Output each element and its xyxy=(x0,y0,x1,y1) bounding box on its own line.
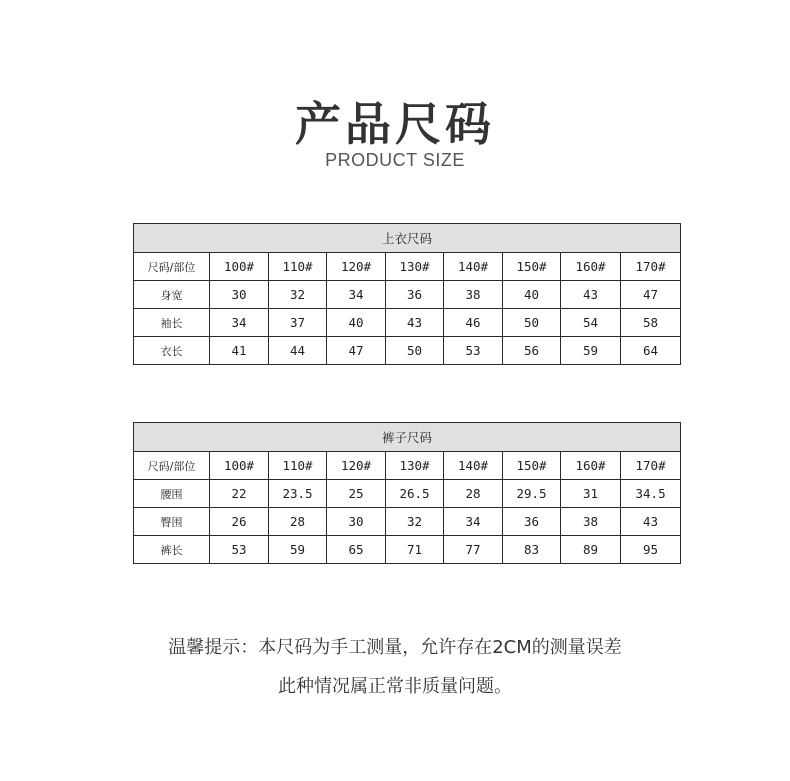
table-cell: 37 xyxy=(269,309,327,337)
table-cell: 53 xyxy=(444,337,503,365)
table-cell: 41 xyxy=(210,337,269,365)
notice-line-1: 温馨提示：本尺码为手工测量，允许存在2CM的测量误差 xyxy=(168,637,622,658)
column-header: 140# xyxy=(444,253,503,281)
pants-table-caption: 裤子尺码 xyxy=(134,423,681,452)
table-cell: 40 xyxy=(327,309,386,337)
table-row xyxy=(134,508,681,536)
table-cell: 26.5 xyxy=(386,480,444,508)
table-cell: 59 xyxy=(561,337,621,365)
row-label: 身宽 xyxy=(134,281,210,309)
table-cell: 83 xyxy=(503,536,561,564)
table-row xyxy=(134,480,681,508)
table-header-row xyxy=(134,253,681,281)
column-header: 140# xyxy=(444,452,503,480)
table-cell: 34 xyxy=(327,281,386,309)
table-cell: 43 xyxy=(386,309,444,337)
column-header: 110# xyxy=(269,253,327,281)
table-cell: 32 xyxy=(386,508,444,536)
table-cell: 31 xyxy=(561,480,621,508)
top-table-caption: 上衣尺码 xyxy=(134,224,681,253)
table-row xyxy=(134,536,681,564)
table-cell: 25 xyxy=(327,480,386,508)
table-cell: 47 xyxy=(327,337,386,365)
table-cell: 43 xyxy=(621,508,681,536)
table-cell: 28 xyxy=(444,480,503,508)
table-cell: 71 xyxy=(386,536,444,564)
table-cell: 22 xyxy=(210,480,269,508)
table-cell: 50 xyxy=(503,309,561,337)
table-cell: 58 xyxy=(621,309,681,337)
column-header: 100# xyxy=(210,253,269,281)
column-header: 170# xyxy=(621,452,681,480)
row-label: 衣长 xyxy=(134,337,210,365)
page-title: 产品尺码 xyxy=(295,97,495,151)
page-subtitle: PRODUCT SIZE xyxy=(325,150,465,170)
row-label: 裤长 xyxy=(134,536,210,564)
table-row xyxy=(134,309,681,337)
table-cell: 26 xyxy=(210,508,269,536)
table-cell: 40 xyxy=(503,281,561,309)
column-header: 尺码/部位 xyxy=(134,253,210,281)
column-header: 110# xyxy=(269,452,327,480)
table-cell: 23.5 xyxy=(269,480,327,508)
top-size-table xyxy=(133,223,681,365)
table-row xyxy=(134,337,681,365)
table-cell: 30 xyxy=(327,508,386,536)
column-header: 130# xyxy=(386,253,444,281)
column-header: 160# xyxy=(561,253,621,281)
table-cell: 77 xyxy=(444,536,503,564)
table-cell: 54 xyxy=(561,309,621,337)
table-cell: 50 xyxy=(386,337,444,365)
table-cell: 29.5 xyxy=(503,480,561,508)
table-cell: 95 xyxy=(621,536,681,564)
table-cell: 34 xyxy=(210,309,269,337)
table-cell: 47 xyxy=(621,281,681,309)
table-caption-row xyxy=(134,423,681,452)
row-label: 袖长 xyxy=(134,309,210,337)
table-cell: 46 xyxy=(444,309,503,337)
table-cell: 56 xyxy=(503,337,561,365)
column-header: 130# xyxy=(386,452,444,480)
column-header: 尺码/部位 xyxy=(134,452,210,480)
column-header: 160# xyxy=(561,452,621,480)
table-cell: 53 xyxy=(210,536,269,564)
row-label: 腰围 xyxy=(134,480,210,508)
table-row xyxy=(134,281,681,309)
pants-size-table xyxy=(133,422,681,564)
column-header: 170# xyxy=(621,253,681,281)
table-cell: 59 xyxy=(269,536,327,564)
table-cell: 38 xyxy=(444,281,503,309)
table-cell: 32 xyxy=(269,281,327,309)
table-cell: 38 xyxy=(561,508,621,536)
table-cell: 30 xyxy=(210,281,269,309)
column-header: 120# xyxy=(327,253,386,281)
column-header: 100# xyxy=(210,452,269,480)
column-header: 120# xyxy=(327,452,386,480)
notice-line-2: 此种情况属正常非质量问题。 xyxy=(278,676,512,697)
table-cell: 89 xyxy=(561,536,621,564)
table-cell: 34 xyxy=(444,508,503,536)
table-cell: 28 xyxy=(269,508,327,536)
table-cell: 44 xyxy=(269,337,327,365)
table-cell: 34.5 xyxy=(621,480,681,508)
table-header-row xyxy=(134,452,681,480)
table-cell: 36 xyxy=(503,508,561,536)
table-cell: 64 xyxy=(621,337,681,365)
table-cell: 43 xyxy=(561,281,621,309)
table-caption-row xyxy=(134,224,681,253)
table-cell: 36 xyxy=(386,281,444,309)
table-cell: 65 xyxy=(327,536,386,564)
row-label: 臀围 xyxy=(134,508,210,536)
column-header: 150# xyxy=(503,253,561,281)
column-header: 150# xyxy=(503,452,561,480)
